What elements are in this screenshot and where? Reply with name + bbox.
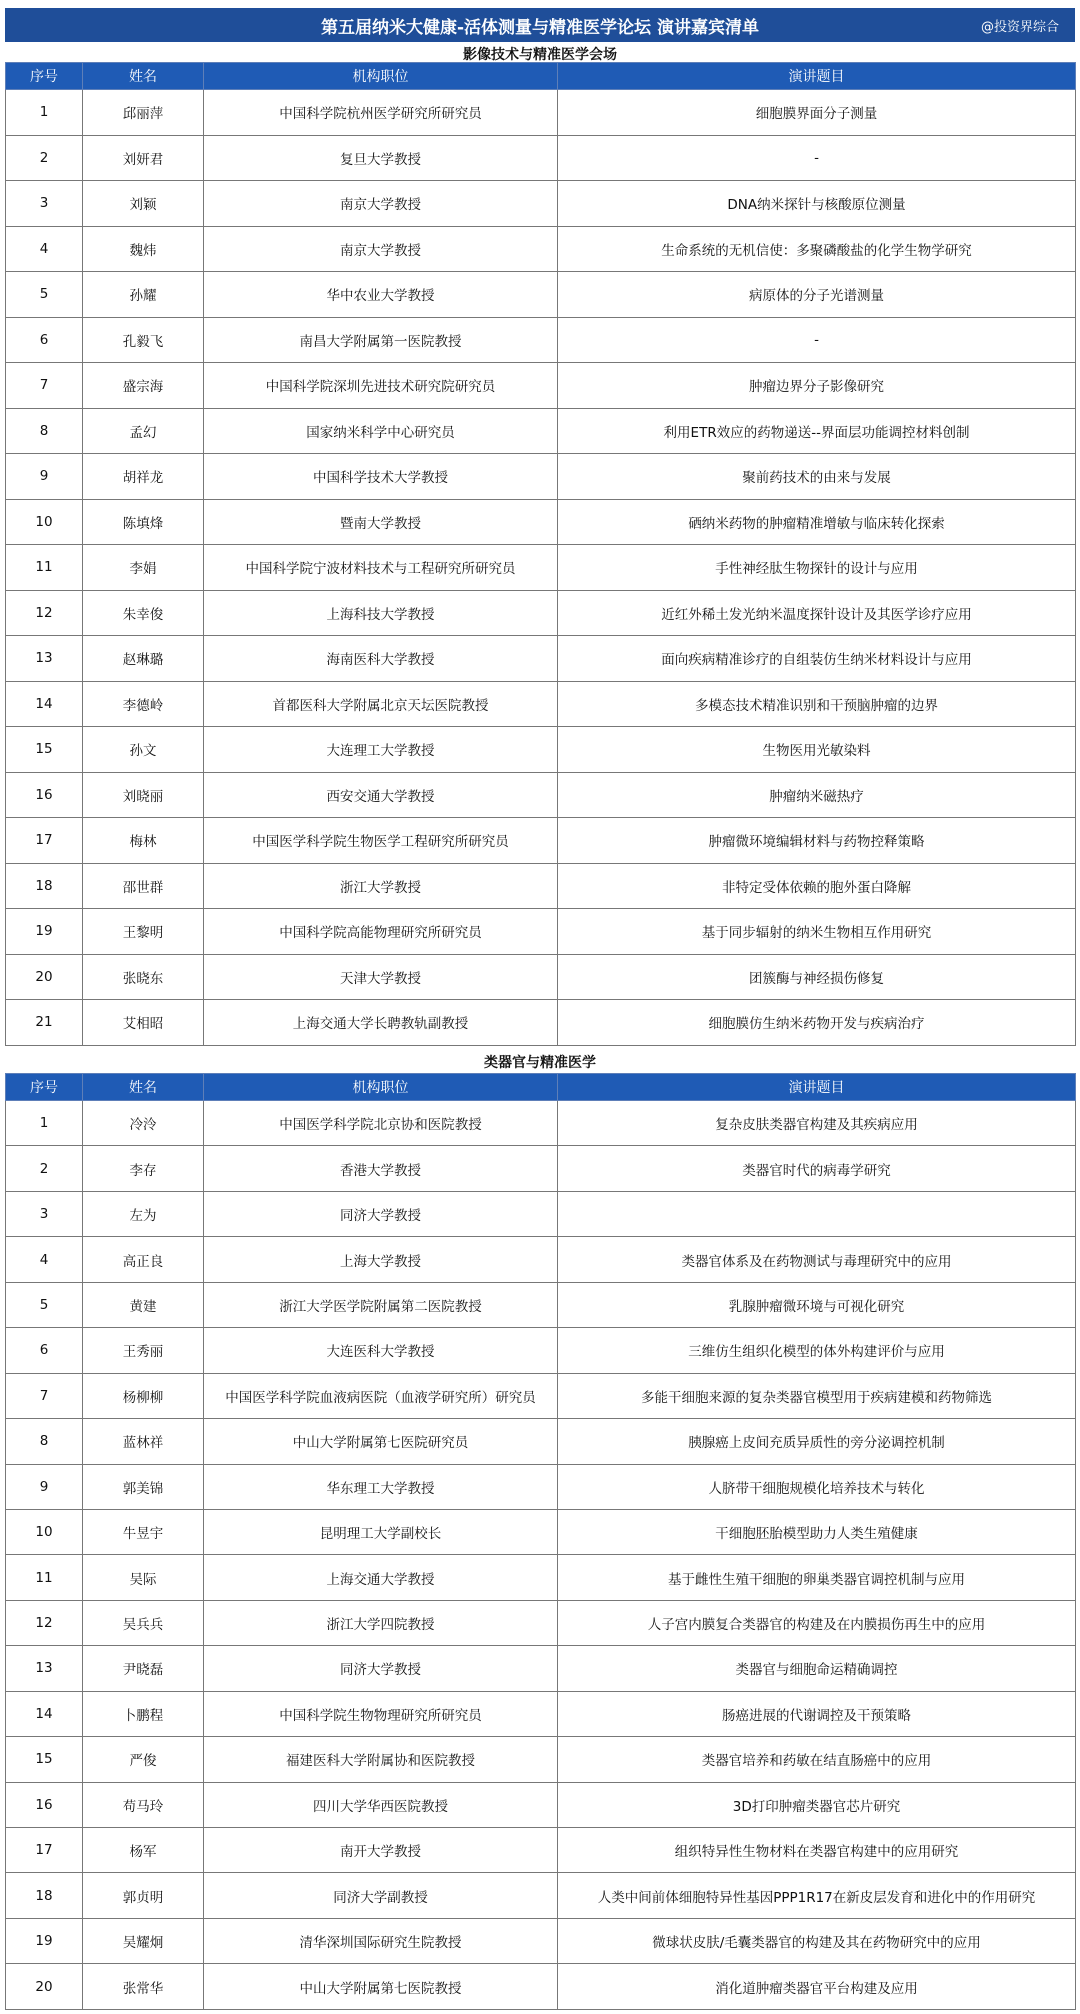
cell-index: 3 — [6, 181, 83, 227]
cell-index: 18 — [6, 863, 83, 909]
cell-talk-title: 三维仿生组织化模型的体外构建评价与应用 — [558, 1328, 1076, 1373]
table-header-row — [6, 1074, 1076, 1101]
cell-speaker-name: 蓝林祥 — [83, 1419, 204, 1464]
table-row — [6, 1328, 1076, 1373]
cell-affiliation: 福建医科大学附属协和医院教授 — [204, 1737, 558, 1782]
table-row — [6, 1000, 1076, 1046]
cell-talk-title: 肿瘤边界分子影像研究 — [558, 363, 1076, 409]
cell-affiliation: 天津大学教授 — [204, 954, 558, 1000]
cell-talk-title: 类器官培养和药敏在结直肠癌中的应用 — [558, 1737, 1076, 1782]
speaker-table-organoid — [5, 1073, 1076, 2010]
cell-affiliation: 大连理工大学教授 — [204, 727, 558, 773]
table-row — [6, 1191, 1076, 1236]
source-watermark: @投资界综合 — [980, 19, 1059, 35]
cell-talk-title: 基于雌性生殖干细胞的卵巢类器官调控机制与应用 — [558, 1555, 1076, 1600]
cell-talk-title: 利用ETR效应的药物递送--界面层功能调控材料创制 — [558, 408, 1076, 454]
cell-affiliation: 南昌大学附属第一医院教授 — [204, 317, 558, 363]
cell-affiliation: 中国科学院深圳先进技术研究院研究员 — [204, 363, 558, 409]
table-row — [6, 1464, 1076, 1509]
table-row — [6, 499, 1076, 545]
cell-talk-title: 手性神经肽生物探针的设计与应用 — [558, 545, 1076, 591]
cell-speaker-name: 杨军 — [83, 1828, 204, 1873]
cell-affiliation: 中国科学院杭州医学研究所研究员 — [204, 90, 558, 136]
cell-index: 14 — [6, 1691, 83, 1736]
cell-index: 11 — [6, 1555, 83, 1600]
cell-index: 17 — [6, 1828, 83, 1873]
table-row — [6, 90, 1076, 136]
cell-affiliation: 南京大学教授 — [204, 226, 558, 272]
cell-talk-title: 细胞膜仿生纳米药物开发与疾病治疗 — [558, 1000, 1076, 1046]
cell-speaker-name: 左为 — [83, 1191, 204, 1236]
cell-affiliation: 浙江大学教授 — [204, 863, 558, 909]
cell-talk-title — [558, 1191, 1076, 1236]
cell-index: 4 — [6, 1237, 83, 1282]
cell-speaker-name: 王秀丽 — [83, 1328, 204, 1373]
cell-talk-title: 聚前药技术的由来与发展 — [558, 454, 1076, 500]
cell-talk-title: 组织特异性生物材料在类器官构建中的应用研究 — [558, 1828, 1076, 1873]
column-header-affiliation: 机构职位 — [204, 63, 558, 90]
cell-affiliation: 大连医科大学教授 — [204, 1328, 558, 1373]
cell-talk-title: 生命系统的无机信使：多聚磷酸盐的化学生物学研究 — [558, 226, 1076, 272]
cell-talk-title: 肠癌进展的代谢调控及干预策略 — [558, 1691, 1076, 1736]
cell-talk-title: - — [558, 317, 1076, 363]
cell-index: 10 — [6, 499, 83, 545]
cell-index: 1 — [6, 90, 83, 136]
cell-index: 6 — [6, 1328, 83, 1373]
table-row — [6, 727, 1076, 773]
cell-speaker-name: 张常华 — [83, 1964, 204, 2009]
cell-affiliation: 浙江大学医学院附属第二医院教授 — [204, 1282, 558, 1327]
table-row — [6, 1782, 1076, 1827]
cell-talk-title: 肿瘤纳米磁热疗 — [558, 772, 1076, 818]
cell-talk-title: 生物医用光敏染料 — [558, 727, 1076, 773]
cell-talk-title: DNA纳米探针与核酸原位测量 — [558, 181, 1076, 227]
cell-talk-title: 人类中间前体细胞特异性基因PPP1R17在新皮层发育和进化中的作用研究 — [558, 1873, 1076, 1918]
cell-index: 9 — [6, 454, 83, 500]
cell-speaker-name: 孔毅飞 — [83, 317, 204, 363]
cell-affiliation: 华东理工大学教授 — [204, 1464, 558, 1509]
cell-speaker-name: 朱幸俊 — [83, 590, 204, 636]
cell-speaker-name: 刘颖 — [83, 181, 204, 227]
cell-speaker-name: 胡祥龙 — [83, 454, 204, 500]
cell-index: 6 — [6, 317, 83, 363]
table-row — [6, 863, 1076, 909]
cell-index: 5 — [6, 272, 83, 318]
table-row — [6, 1737, 1076, 1782]
cell-affiliation: 中国科学院高能物理研究所研究员 — [204, 909, 558, 955]
column-header-index: 序号 — [6, 1074, 83, 1101]
cell-affiliation: 西安交通大学教授 — [204, 772, 558, 818]
cell-talk-title: 胰腺癌上皮间充质异质性的旁分泌调控机制 — [558, 1419, 1076, 1464]
cell-affiliation: 同济大学教授 — [204, 1646, 558, 1691]
cell-affiliation: 上海交通大学长聘教轨副教授 — [204, 1000, 558, 1046]
cell-speaker-name: 赵琳璐 — [83, 636, 204, 682]
cell-speaker-name: 王黎明 — [83, 909, 204, 955]
section-title-organoid: 类器官与精准医学 — [484, 1055, 596, 1071]
cell-index: 8 — [6, 1419, 83, 1464]
cell-affiliation: 四川大学华西医院教授 — [204, 1782, 558, 1827]
cell-talk-title: 乳腺肿瘤微环境与可视化研究 — [558, 1282, 1076, 1327]
cell-speaker-name: 陈填烽 — [83, 499, 204, 545]
table-row — [6, 1646, 1076, 1691]
column-header-name: 姓名 — [83, 1074, 204, 1101]
cell-talk-title: 基于同步辐射的纳米生物相互作用研究 — [558, 909, 1076, 955]
cell-speaker-name: 刘妍君 — [83, 135, 204, 181]
cell-index: 20 — [6, 954, 83, 1000]
table-row — [6, 1419, 1076, 1464]
column-header-affiliation: 机构职位 — [204, 1074, 558, 1101]
cell-index: 5 — [6, 1282, 83, 1327]
section-title-imaging: 影像技术与精准医学会场 — [463, 47, 617, 63]
table-row — [6, 772, 1076, 818]
cell-speaker-name: 郭贞明 — [83, 1873, 204, 1918]
cell-affiliation: 浙江大学四院教授 — [204, 1600, 558, 1645]
cell-affiliation: 南开大学教授 — [204, 1828, 558, 1873]
cell-affiliation: 首都医科大学附属北京天坛医院教授 — [204, 681, 558, 727]
table-row — [6, 1828, 1076, 1873]
speaker-table-imaging — [5, 62, 1076, 1046]
cell-talk-title: 类器官时代的病毒学研究 — [558, 1146, 1076, 1191]
cell-speaker-name: 李存 — [83, 1146, 204, 1191]
cell-affiliation: 清华深圳国际研究生院教授 — [204, 1918, 558, 1963]
cell-talk-title: 微球状皮肤/毛囊类器官的构建及其在药物研究中的应用 — [558, 1918, 1076, 1963]
cell-talk-title: 团簇酶与神经损伤修复 — [558, 954, 1076, 1000]
table-row — [6, 363, 1076, 409]
table-row — [6, 272, 1076, 318]
table-row — [6, 1509, 1076, 1554]
cell-affiliation: 同济大学教授 — [204, 1191, 558, 1236]
table-row — [6, 1555, 1076, 1600]
cell-affiliation: 中国医学科学院生物医学工程研究所研究员 — [204, 818, 558, 864]
table-header-row — [6, 63, 1076, 90]
table-row — [6, 1282, 1076, 1327]
cell-affiliation: 中国科学院宁波材料技术与工程研究所研究员 — [204, 545, 558, 591]
cell-affiliation: 中国科学技术大学教授 — [204, 454, 558, 500]
cell-index: 1 — [6, 1101, 83, 1146]
cell-talk-title: 干细胞胚胎模型助力人类生殖健康 — [558, 1509, 1076, 1554]
cell-index: 3 — [6, 1191, 83, 1236]
cell-talk-title: 非特定受体依赖的胞外蛋白降解 — [558, 863, 1076, 909]
table-row — [6, 1964, 1076, 2009]
page-title: 第五届纳米大健康-活体测量与精准医学论坛 演讲嘉宾清单 — [321, 17, 759, 38]
table-row — [6, 909, 1076, 955]
cell-speaker-name: 艾相昭 — [83, 1000, 204, 1046]
cell-affiliation: 昆明理工大学副校长 — [204, 1509, 558, 1554]
table-row — [6, 408, 1076, 454]
cell-speaker-name: 邱丽萍 — [83, 90, 204, 136]
cell-speaker-name: 黄建 — [83, 1282, 204, 1327]
table-row — [6, 1691, 1076, 1736]
cell-affiliation: 同济大学副教授 — [204, 1873, 558, 1918]
cell-speaker-name: 高正良 — [83, 1237, 204, 1282]
cell-index: 12 — [6, 1600, 83, 1645]
cell-talk-title: 肿瘤微环境编辑材料与药物控释策略 — [558, 818, 1076, 864]
cell-affiliation: 海南医科大学教授 — [204, 636, 558, 682]
cell-index: 8 — [6, 408, 83, 454]
cell-index: 14 — [6, 681, 83, 727]
cell-index: 2 — [6, 1146, 83, 1191]
cell-speaker-name: 邵世群 — [83, 863, 204, 909]
table-row — [6, 1600, 1076, 1645]
cell-talk-title: 消化道肿瘤类器官平台构建及应用 — [558, 1964, 1076, 2009]
cell-affiliation: 中国医学科学院北京协和医院教授 — [204, 1101, 558, 1146]
cell-speaker-name: 李德岭 — [83, 681, 204, 727]
cell-speaker-name: 牛昱宇 — [83, 1509, 204, 1554]
cell-talk-title: 硒纳米药物的肿瘤精准增敏与临床转化探索 — [558, 499, 1076, 545]
cell-talk-title: 面向疾病精准诊疗的自组装仿生纳米材料设计与应用 — [558, 636, 1076, 682]
cell-affiliation: 复旦大学教授 — [204, 135, 558, 181]
cell-speaker-name: 尹晓磊 — [83, 1646, 204, 1691]
cell-speaker-name: 张晓东 — [83, 954, 204, 1000]
table-row — [6, 590, 1076, 636]
cell-affiliation: 暨南大学教授 — [204, 499, 558, 545]
cell-index: 15 — [6, 727, 83, 773]
cell-speaker-name: 苟马玲 — [83, 1782, 204, 1827]
table-row — [6, 1918, 1076, 1963]
cell-speaker-name: 吴耀炯 — [83, 1918, 204, 1963]
cell-speaker-name: 李娟 — [83, 545, 204, 591]
cell-talk-title: 复杂皮肤类器官构建及其疾病应用 — [558, 1101, 1076, 1146]
cell-index: 20 — [6, 1964, 83, 2009]
cell-index: 13 — [6, 636, 83, 682]
table-row — [6, 1146, 1076, 1191]
table-row — [6, 636, 1076, 682]
column-header-index: 序号 — [6, 63, 83, 90]
cell-index: 10 — [6, 1509, 83, 1554]
cell-index: 17 — [6, 818, 83, 864]
cell-talk-title: 多模态技术精准识别和干预脑肿瘤的边界 — [558, 681, 1076, 727]
table-row — [6, 1237, 1076, 1282]
cell-speaker-name: 盛宗海 — [83, 363, 204, 409]
cell-speaker-name: 吴际 — [83, 1555, 204, 1600]
cell-index: 18 — [6, 1873, 83, 1918]
cell-speaker-name: 梅林 — [83, 818, 204, 864]
cell-affiliation: 上海交通大学教授 — [204, 1555, 558, 1600]
cell-affiliation: 上海大学教授 — [204, 1237, 558, 1282]
table-row — [6, 1373, 1076, 1418]
column-header-talk-title: 演讲题目 — [558, 63, 1076, 90]
column-header-name: 姓名 — [83, 63, 204, 90]
cell-affiliation: 国家纳米科学中心研究员 — [204, 408, 558, 454]
cell-affiliation: 香港大学教授 — [204, 1146, 558, 1191]
table-row — [6, 317, 1076, 363]
cell-talk-title: 人子宫内膜复合类器官的构建及在内膜损伤再生中的应用 — [558, 1600, 1076, 1645]
cell-speaker-name: 严俊 — [83, 1737, 204, 1782]
cell-index: 16 — [6, 772, 83, 818]
table-row — [6, 454, 1076, 500]
cell-index: 12 — [6, 590, 83, 636]
cell-affiliation: 中国科学院生物物理研究所研究员 — [204, 1691, 558, 1736]
cell-index: 4 — [6, 226, 83, 272]
cell-speaker-name: 孟幻 — [83, 408, 204, 454]
table-row — [6, 954, 1076, 1000]
cell-affiliation: 华中农业大学教授 — [204, 272, 558, 318]
cell-index: 13 — [6, 1646, 83, 1691]
table-row — [6, 681, 1076, 727]
cell-talk-title: 多能干细胞来源的复杂类器官模型用于疾病建模和药物筛选 — [558, 1373, 1076, 1418]
cell-talk-title: 人脐带干细胞规模化培养技术与转化 — [558, 1464, 1076, 1509]
table-row — [6, 226, 1076, 272]
cell-index: 2 — [6, 135, 83, 181]
cell-talk-title: 近红外稀土发光纳米温度探针设计及其医学诊疗应用 — [558, 590, 1076, 636]
table-row — [6, 135, 1076, 181]
cell-speaker-name: 魏炜 — [83, 226, 204, 272]
cell-talk-title: 病原体的分子光谱测量 — [558, 272, 1076, 318]
cell-index: 21 — [6, 1000, 83, 1046]
cell-affiliation: 中山大学附属第七医院教授 — [204, 1964, 558, 2009]
cell-speaker-name: 吴兵兵 — [83, 1600, 204, 1645]
cell-talk-title: 类器官体系及在药物测试与毒理研究中的应用 — [558, 1237, 1076, 1282]
cell-index: 7 — [6, 1373, 83, 1418]
table-row — [6, 818, 1076, 864]
cell-talk-title: 3D打印肿瘤类器官芯片研究 — [558, 1782, 1076, 1827]
cell-index: 7 — [6, 363, 83, 409]
title-banner — [5, 8, 1075, 42]
cell-speaker-name: 冷泠 — [83, 1101, 204, 1146]
cell-speaker-name: 郭美锦 — [83, 1464, 204, 1509]
cell-speaker-name: 孙文 — [83, 727, 204, 773]
cell-speaker-name: 杨柳柳 — [83, 1373, 204, 1418]
cell-affiliation: 南京大学教授 — [204, 181, 558, 227]
table-row — [6, 545, 1076, 591]
cell-affiliation: 中山大学附属第七医院研究员 — [204, 1419, 558, 1464]
cell-index: 19 — [6, 1918, 83, 1963]
cell-index: 19 — [6, 909, 83, 955]
table-row — [6, 181, 1076, 227]
cell-affiliation: 中国医学科学院血液病医院（血液学研究所）研究员 — [204, 1373, 558, 1418]
column-header-talk-title: 演讲题目 — [558, 1074, 1076, 1101]
cell-talk-title: - — [558, 135, 1076, 181]
cell-affiliation: 上海科技大学教授 — [204, 590, 558, 636]
table-row — [6, 1101, 1076, 1146]
cell-speaker-name: 孙耀 — [83, 272, 204, 318]
cell-speaker-name: 卜鹏程 — [83, 1691, 204, 1736]
cell-talk-title: 类器官与细胞命运精确调控 — [558, 1646, 1076, 1691]
cell-speaker-name: 刘晓丽 — [83, 772, 204, 818]
cell-talk-title: 细胞膜界面分子测量 — [558, 90, 1076, 136]
cell-index: 9 — [6, 1464, 83, 1509]
cell-index: 15 — [6, 1737, 83, 1782]
cell-index: 11 — [6, 545, 83, 591]
cell-index: 16 — [6, 1782, 83, 1827]
table-row — [6, 1873, 1076, 1918]
